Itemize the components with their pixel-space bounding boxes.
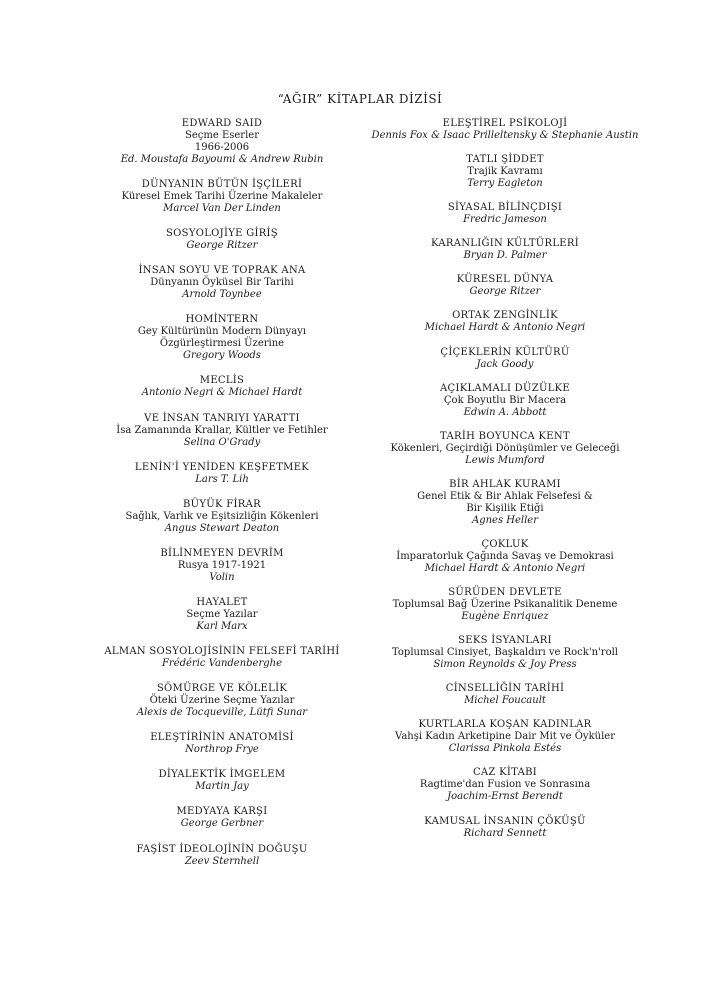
- book-subtitle: Ragtime'dan Fusion ve Sonrasına: [419, 779, 591, 791]
- book-title: MEDYAYA KARŞI: [176, 806, 268, 818]
- book-subtitle: Toplumsal Bağ Üzerine Psikanalitik Deneme: [392, 599, 618, 611]
- book-title: SEKS İSYANLARI: [458, 635, 552, 647]
- book-title: TARİH BOYUNCA KENT: [440, 430, 570, 442]
- book-subtitle: Özgürleştirmesi Üzerine: [159, 338, 285, 350]
- book-author: Terry Eagleton: [467, 178, 543, 190]
- book-entry: [72, 548, 372, 584]
- book-entry: [72, 499, 372, 535]
- book-title: TATLI ŞİDDET: [466, 154, 544, 166]
- book-title: LENİN'İ YENİDEN KEŞFETMEK: [134, 461, 310, 473]
- book-entry: [72, 314, 372, 362]
- book-author: Selina O'Grady: [183, 436, 261, 448]
- book-author: Joachim-Ernst Berendt: [447, 791, 563, 803]
- book-title: ORTAK ZENGİNLİK: [452, 310, 558, 322]
- book-title: BİR AHLAK KURAMI: [449, 478, 561, 490]
- book-subtitle: Toplumsal Cinsiyet, Başkaldırı ve Rock'n'roll: [392, 647, 618, 659]
- book-author: Simon Reynolds & Joy Press: [433, 659, 577, 671]
- book-title: HAYALET: [196, 596, 248, 608]
- book-title: ALMAN SOSYOLOJİSİNİN FELSEFİ TARİHİ: [104, 646, 340, 658]
- book-entry: [355, 154, 655, 190]
- book-author: Richard Sennett: [463, 827, 547, 839]
- book-author: Ed. Moustafa Bayoumi & Andrew Rubin: [120, 154, 324, 165]
- book-subtitle: Çok Boyutlu Bir Macera: [443, 394, 567, 406]
- book-subtitle: Vahşi Kadın Arketipine Dair Mit ve Öyküler: [395, 731, 615, 743]
- book-entry: [72, 413, 372, 449]
- book-title: HOMİNTERN: [185, 314, 259, 326]
- book-author: Fredric Jameson: [463, 214, 547, 226]
- book-subtitle: 1966-2006: [194, 142, 250, 153]
- book-subtitle: Öteki Üzerine Seçme Yazılar: [149, 695, 295, 707]
- book-title: DÜNYANIN BÜTÜN İŞÇİLERİ: [141, 179, 303, 191]
- book-author: George Gerbner: [180, 818, 264, 830]
- book-title: KÜRESEL DÜNYA: [456, 274, 554, 286]
- book-title: SÜRÜDEN DEVLETE: [448, 587, 562, 599]
- book-subtitle: Bir Kişilik Etiği: [466, 502, 544, 514]
- book-entry: [72, 806, 372, 830]
- book-author: Karl Marx: [196, 620, 248, 632]
- book-title: KURTLARLA KOŞAN KADINLAR: [418, 719, 592, 731]
- book-entry: [355, 479, 655, 527]
- book-entry: [72, 179, 372, 215]
- book-subtitle: Gey Kültürünün Modern Dünyayı: [137, 326, 307, 338]
- book-title: MECLİS: [199, 375, 245, 387]
- book-author: Arnold Toynbee: [182, 289, 262, 301]
- book-subtitle: Dünyanın Öyküsel Bir Tarihi: [150, 277, 294, 289]
- book-author: Edwin A. Abbott: [463, 406, 547, 418]
- book-subtitle: Seçme Yazılar: [186, 608, 258, 620]
- book-author: Volin: [209, 571, 235, 583]
- book-title: ELEŞTİREL PSİKOLOJİ: [442, 118, 568, 129]
- book-entry: [72, 118, 372, 166]
- book-author: Lewis Mumford: [465, 454, 545, 466]
- book-entry: [355, 347, 655, 371]
- book-author: George Ritzer: [469, 286, 541, 298]
- book-author: Alexis de Tocqueville, Lütfi Sunar: [136, 707, 308, 719]
- book-author: Michael Hardt & Antonio Negri: [424, 562, 586, 574]
- book-author: Eugène Enriquez: [461, 611, 549, 623]
- book-entry: [72, 462, 372, 486]
- book-entry: [72, 732, 372, 756]
- book-entry: [355, 274, 655, 298]
- book-subtitle: Sağlık, Varlık ve Eşitsizliğin Kökenleri: [125, 510, 319, 522]
- book-author: Marcel Van Der Linden: [163, 203, 281, 215]
- book-entry: [355, 238, 655, 262]
- book-title: SİYASAL BİLİNÇDIŞI: [447, 202, 563, 214]
- book-author: Clarissa Pinkola Estés: [448, 743, 562, 755]
- book-entry: [355, 683, 655, 707]
- right-column: [355, 118, 655, 852]
- book-subtitle: Genel Etik & Bir Ahlak Felsefesi &: [417, 490, 593, 502]
- book-author: Gregory Woods: [183, 350, 261, 362]
- book-title: VE İNSAN TANRIYI YARATTI: [144, 412, 300, 424]
- book-title: CİNSELLİĞİN TARİHİ: [445, 683, 565, 695]
- book-entry: [72, 375, 372, 399]
- book-title: ÇOKLUK: [481, 538, 529, 550]
- book-title: KARANLIĞIN KÜLTÜRLERİ: [431, 238, 579, 250]
- book-title: KAMUSAL İNSANIN ÇÖKÜŞÜ: [424, 815, 586, 827]
- book-title: ÇİÇEKLERİN KÜLTÜRÜ: [440, 346, 570, 358]
- book-entry: [72, 597, 372, 633]
- book-entry: [355, 719, 655, 755]
- book-entry: [72, 228, 372, 252]
- book-title: BÜYÜK FİRAR: [183, 498, 261, 510]
- page-title: “AĞIR” KİTAPLAR DİZİSİ: [277, 92, 443, 106]
- book-entry: [355, 539, 655, 575]
- book-author: Martin Jay: [195, 781, 249, 793]
- book-title: CAZ KİTABI: [472, 767, 538, 779]
- book-entry: [72, 769, 372, 793]
- book-subtitle: Küresel Emek Tarihi Üzerine Makaleler: [121, 191, 323, 203]
- book-author: Northrop Frye: [185, 744, 259, 756]
- book-subtitle: Kökenleri, Geçirdiği Dönüşümler ve Geleceği: [390, 442, 620, 454]
- book-author: Jack Goody: [476, 358, 534, 370]
- book-subtitle: Rusya 1917-1921: [177, 559, 267, 571]
- book-author: George Ritzer: [186, 240, 258, 252]
- book-author: Michel Foucault: [464, 695, 546, 707]
- book-title: EDWARD SAID: [181, 118, 263, 129]
- book-entry: [355, 202, 655, 226]
- book-title: BİLİNMEYEN DEVRİM: [160, 547, 284, 559]
- book-author: Michael Hardt & Antonio Negri: [424, 322, 586, 334]
- book-entry: [355, 431, 655, 467]
- book-title: SOSYOLOJİYE GİRİŞ: [166, 228, 278, 240]
- book-author: Frédéric Vandenberghe: [161, 658, 283, 670]
- book-title: DİYALEKTİK İMGELEM: [158, 769, 286, 781]
- book-entry: [72, 646, 372, 670]
- book-entry: [355, 767, 655, 803]
- book-entry: [72, 265, 372, 301]
- book-entry: [72, 683, 372, 719]
- book-title: AÇIKLAMALI DÜZÜLKE: [439, 382, 571, 394]
- book-author: Dennis Fox & Isaac Prilleltensky & Stephanie Austin: [371, 130, 639, 141]
- book-entry: [355, 635, 655, 671]
- book-author: Agnes Heller: [471, 514, 539, 526]
- book-author: Antonio Negri & Michael Hardt: [141, 387, 303, 399]
- left-column: [72, 118, 372, 881]
- book-entry: [72, 844, 372, 868]
- book-author: Lars T. Lih: [195, 473, 249, 485]
- book-subtitle: Trajik Kavramı: [467, 166, 543, 178]
- book-author: Angus Stewart Deaton: [164, 522, 280, 534]
- book-title: ELEŞTİRİNİN ANATOMİSİ: [150, 732, 294, 744]
- book-entry: [355, 587, 655, 623]
- book-subtitle: Seçme Eserler: [185, 130, 259, 141]
- book-author: Bryan D. Palmer: [463, 250, 547, 262]
- book-entry: [355, 310, 655, 334]
- book-title: FAŞİST İDEOLOJİNİN DOĞUŞU: [136, 843, 308, 855]
- book-entry: [355, 383, 655, 419]
- book-title: İNSAN SOYU VE TOPRAK ANA: [138, 265, 306, 277]
- book-title: SÖMÜRGE VE KÖLELİK: [156, 683, 288, 695]
- book-entry: [355, 118, 655, 142]
- book-subtitle: İsa Zamanında Krallar, Kültler ve Fetihler: [116, 424, 328, 436]
- book-subtitle: İmparatorluk Çağında Savaş ve Demokrasi: [396, 550, 614, 562]
- book-entry: [355, 816, 655, 840]
- book-author: Zeev Sternhell: [184, 855, 260, 867]
